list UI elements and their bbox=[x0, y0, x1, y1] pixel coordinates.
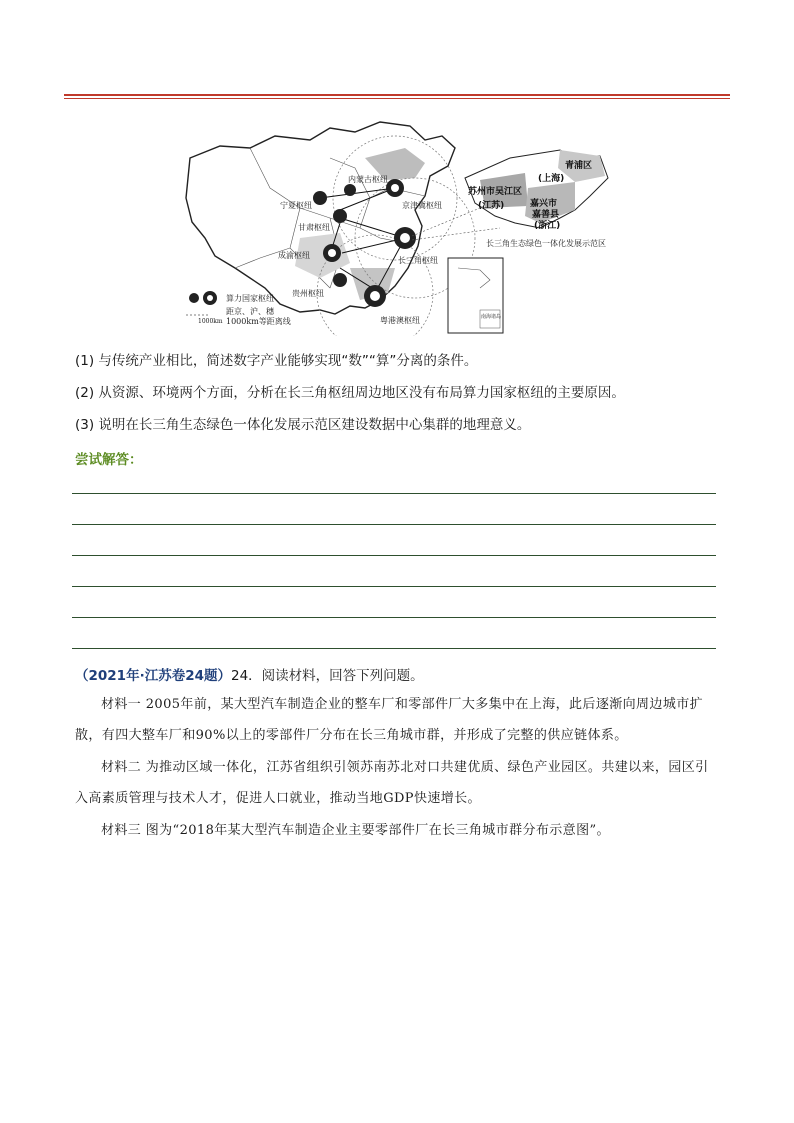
label-south-sea: 南海诸岛 bbox=[481, 314, 502, 320]
answer-line[interactable] bbox=[72, 493, 716, 494]
label-neimenggu: 内蒙古枢纽 bbox=[348, 175, 388, 184]
legend-hub-label: 算力国家枢纽 bbox=[226, 294, 274, 303]
legend-distance-line1: 距京、沪、穗 bbox=[226, 307, 274, 316]
question-source bbox=[75, 664, 424, 684]
material-3: 材料三 图为“2018年某大型汽车制造企业主要零部件厂在长三角城市群分布示意图”。 bbox=[101, 823, 610, 838]
label-qingpu: 青浦区 bbox=[565, 161, 593, 171]
question-2: (2) 从资源、环境两个方面，分析在长三角枢纽周边地区没有布局算力国家枢纽的主要原因。 bbox=[75, 385, 625, 401]
label-yuegangao: 粤港澳枢纽 bbox=[380, 316, 420, 325]
label-guizhou: 贵州枢纽 bbox=[292, 289, 324, 298]
label-ningxia: 宁夏枢纽 bbox=[280, 201, 312, 210]
legend-hub-icon bbox=[189, 293, 199, 303]
label-jiashan: 嘉善县 bbox=[532, 210, 560, 220]
label-gansu: 甘肃枢纽 bbox=[298, 223, 330, 232]
question-3: (3) 说明在长三角生态绿色一体化发展示范区建设数据中心集群的地理意义。 bbox=[75, 417, 531, 433]
label-chengyu: 成渝枢纽 bbox=[278, 251, 310, 260]
label-demo-zone: 长三角生态绿色一体化发展示范区 bbox=[486, 239, 606, 248]
header-rule bbox=[64, 94, 730, 99]
source-text: 24．阅读材料，回答下列问题。 bbox=[231, 668, 424, 684]
answer-line[interactable] bbox=[72, 555, 716, 556]
label-jiangsu: (江苏) bbox=[478, 201, 505, 211]
answer-line[interactable] bbox=[72, 524, 716, 525]
label-jingjinji: 京津冀枢纽 bbox=[402, 201, 442, 210]
question-1: (1) 与传统产业相比，简述数字产业能够实现“数”“算”分离的条件。 bbox=[75, 353, 478, 369]
answer-line[interactable] bbox=[72, 648, 716, 649]
try-answer-label: 尝试解答： bbox=[75, 452, 143, 468]
material-1: 材料一 2005年前，某大型汽车制造企业的整车厂和零部件厂大多集中在上海，此后逐渐向周边城市扩散，有四大整车厂和90%以上的零部件厂分布在长三角城市群，并形成了完整的供应链体系。 bbox=[75, 697, 704, 743]
label-changsanjiao: 长三角枢纽 bbox=[398, 256, 438, 265]
material-2: 材料二 为推动区域一体化，江苏省组织引领苏南苏北对口共建优质、绿色产业园区。共建以来，园区引入高素质管理与技术人才，促进人口就业，推动当地GDP快速增长。 bbox=[75, 760, 709, 806]
label-jiaxing: 嘉兴市 bbox=[530, 199, 558, 209]
legend-distance-line2: 1000km等距离线 bbox=[226, 317, 291, 326]
source-tag: （2021年·江苏卷24题） bbox=[75, 668, 231, 684]
answer-line[interactable] bbox=[72, 617, 716, 618]
answer-line[interactable] bbox=[72, 586, 716, 587]
computing-hubs-map bbox=[180, 118, 610, 336]
legend-distance-short: 1000km bbox=[198, 318, 223, 325]
label-shanghai: (上海) bbox=[538, 174, 565, 184]
label-zhejiang: (浙江) bbox=[534, 221, 561, 231]
label-wujiang: 苏州市吴江区 bbox=[468, 187, 523, 197]
china-map-figure bbox=[180, 118, 610, 336]
